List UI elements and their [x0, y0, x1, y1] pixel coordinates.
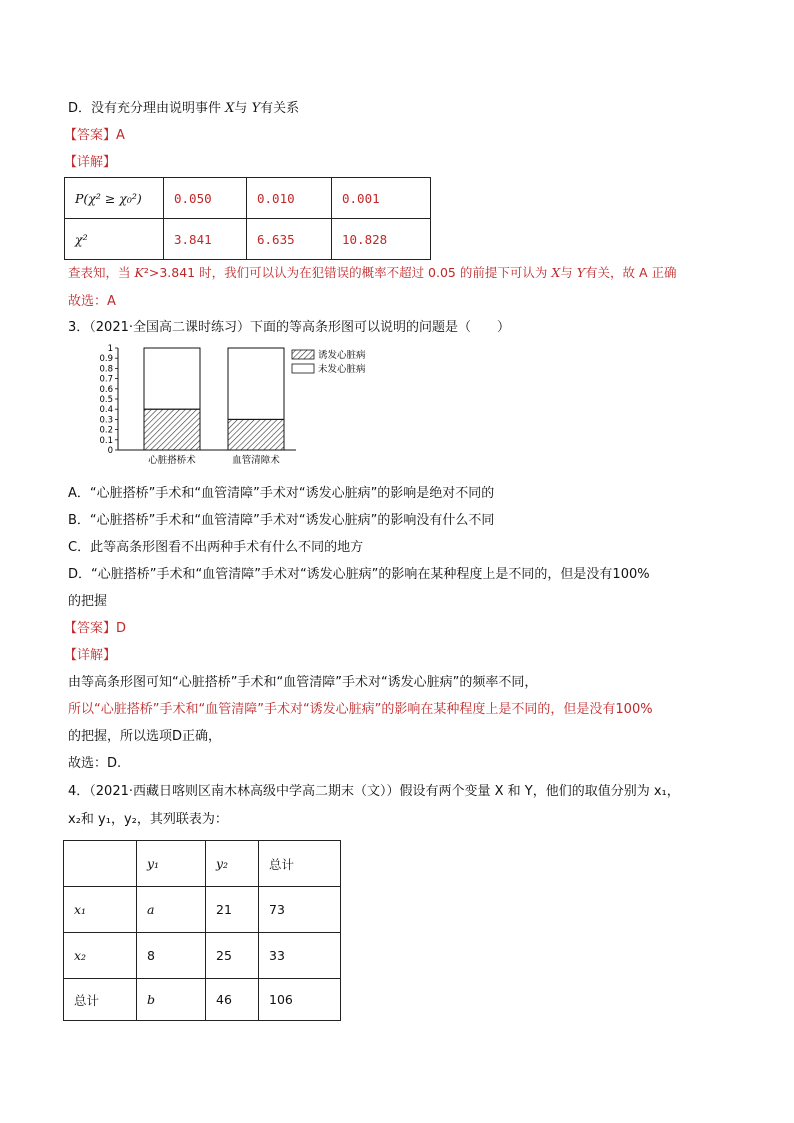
table-cell: 0.001 [332, 178, 431, 219]
table-row [64, 841, 341, 887]
y-tick-label: 0 [107, 446, 113, 456]
q3-option-d: D．“心脏搭桥”手术和“血管清障”手术对“诱发心脏病”的影响在某种程度上是不同的，但是没有100% [68, 567, 650, 582]
q3-option-c: C．此等高条形图看不出两种手术有什么不同的地方 [68, 540, 364, 555]
q2-answer [64, 124, 125, 143]
x-tick-label: 血管清障术 [232, 455, 280, 466]
q3-detail-3: 的把握，所以选项D正确， [68, 729, 222, 744]
contingency-table [63, 840, 341, 1021]
table-cell: 106 [259, 979, 341, 1021]
q4-stem-2: x₂和 y₁，y₂，其列联表为： [68, 812, 228, 827]
table-row [64, 979, 341, 1021]
table-cell: P(χ² ≥ χ₀²) [65, 178, 164, 219]
answer-value: A [116, 128, 125, 143]
answer-value: D [116, 621, 127, 636]
var-y: Y [251, 101, 261, 116]
table-cell: b [137, 979, 206, 1021]
y-tick-label: 0.8 [99, 364, 113, 375]
legend-label-no-disease: 未发心脏病 [318, 364, 366, 375]
table-cell: 25 [206, 933, 259, 979]
table-row [64, 933, 341, 979]
chi-square-table [64, 177, 431, 260]
q2-option-d [68, 97, 299, 116]
expl-y: Y [576, 265, 585, 280]
answer-label: 【答案】 [64, 128, 117, 143]
var-x: X [225, 101, 235, 116]
table-row [65, 219, 431, 260]
table-cell: 10.828 [332, 219, 431, 260]
table-cell [64, 841, 137, 887]
q3-answer [64, 617, 126, 636]
y-tick-label: 0.9 [99, 354, 113, 365]
y-tick-label: 0.3 [99, 415, 113, 426]
table-cell: x₁ [64, 887, 137, 933]
table-cell: 21 [206, 887, 259, 933]
bar-disease [228, 419, 284, 450]
q2-detail-label: 【详解】 [64, 155, 117, 170]
q3-choose: 故选：D. [68, 756, 122, 771]
table-cell: 0.010 [247, 178, 332, 219]
table-cell: 0.050 [164, 178, 247, 219]
option-d-suffix: 有关系 [260, 101, 300, 116]
table-cell: χ² [65, 219, 164, 260]
bar-disease [144, 409, 200, 450]
legend-swatch-no-disease [292, 364, 314, 373]
y-tick-label: 1 [107, 344, 113, 354]
table-cell: 73 [259, 887, 341, 933]
expl-t3: 与 [560, 265, 577, 280]
table-row [64, 887, 341, 933]
table-cell: a [137, 887, 206, 933]
q3-stem: 3．（2021·全国高二课时练习）下面的等高条形图可以说明的问题是（ ） [68, 320, 510, 335]
option-d-text: D．没有充分理由说明事件 [68, 101, 226, 116]
table-cell: 46 [206, 979, 259, 1021]
table-cell: 总计 [259, 841, 341, 887]
table-cell: 8 [137, 933, 206, 979]
expl-t4: 有关，故 A 正确 [584, 265, 677, 280]
table-cell: 总计 [64, 979, 137, 1021]
q3-detail-label: 【详解】 [64, 648, 117, 663]
expl-t1: 查表知，当 [68, 265, 135, 280]
y-tick-label: 0.7 [99, 374, 113, 385]
table-row [65, 178, 431, 219]
q2-choose: 故选：A [68, 294, 116, 309]
table-cell: 3.841 [164, 219, 247, 260]
y-tick-label: 0.6 [99, 384, 113, 395]
q3-option-a: A．“心脏搭桥”手术和“血管清障”手术对“诱发心脏病”的影响是绝对不同的 [68, 486, 495, 501]
q2-explanation [68, 263, 676, 281]
table-cell: 6.635 [247, 219, 332, 260]
expl-x: X [551, 265, 561, 280]
table-cell: 33 [259, 933, 341, 979]
legend-label-disease: 诱发心脏病 [318, 350, 366, 361]
y-tick-label: 0.1 [99, 435, 113, 446]
q3-detail-2: 所以“心脏搭桥”手术和“血管清障”手术对“诱发心脏病”的影响在某种程度上是不同的，但是没有100% [68, 702, 653, 717]
answer-label: 【答案】 [64, 621, 117, 636]
table-cell: y₂ [206, 841, 259, 887]
q4-stem-1: 4．（2021·西藏日喀则区南木林高级中学高二期末（文））假设有两个变量 X 和 Y，他们的取值分别为 x₁， [68, 784, 680, 799]
bar-no-disease [144, 348, 200, 409]
q3-option-b: B．“心脏搭桥”手术和“血管清障”手术对“诱发心脏病”的影响没有什么不同 [68, 513, 495, 528]
table-cell: y₁ [137, 841, 206, 887]
option-d-mid: 与 [234, 101, 252, 116]
expl-k: K [134, 265, 144, 280]
expl-t2: ²>3.841 时，我们可以认为在犯错误的概率不超过 0.05 的前提下可认为 [143, 265, 552, 280]
stacked-bar-chart [96, 340, 386, 470]
bar-no-disease [228, 348, 284, 419]
y-tick-label: 0.5 [99, 395, 113, 405]
q3-detail-1: 由等高条形图可知“心脏搭桥”手术和“血管清障”手术对“诱发心脏病”的频率不同， [68, 675, 538, 690]
x-tick-label: 心脏搭桥术 [148, 455, 196, 466]
y-tick-label: 0.4 [99, 405, 113, 416]
legend-swatch-disease [292, 350, 314, 359]
q3-option-d-cont: 的把握 [68, 594, 108, 609]
table-cell: x₂ [64, 933, 137, 979]
y-tick-label: 0.2 [99, 425, 113, 436]
